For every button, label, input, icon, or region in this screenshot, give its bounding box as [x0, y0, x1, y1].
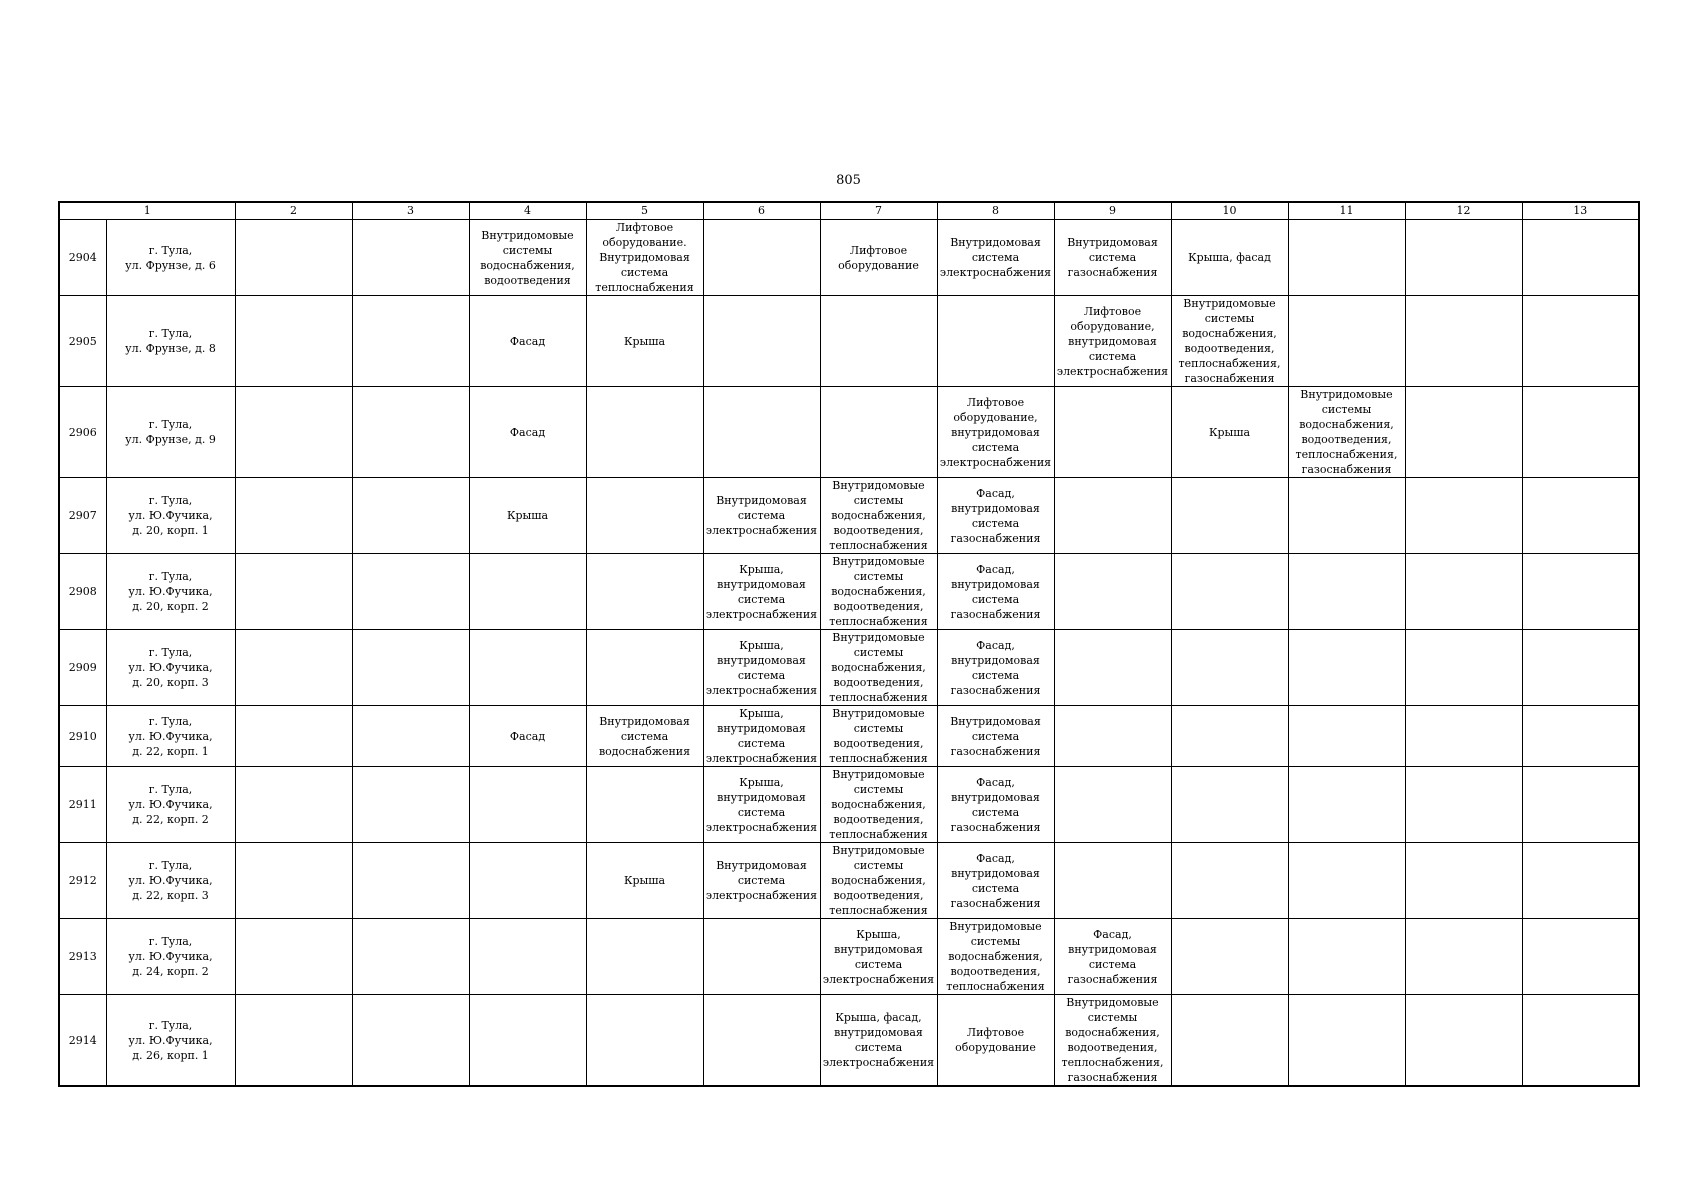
work-cell-6: Крыша, внутридомовая система электроснабжения — [703, 554, 820, 630]
work-cell-9 — [1054, 767, 1171, 843]
address-cell: г. Тула, ул. Ю.Фучика, д. 22, корп. 1 — [106, 706, 235, 767]
work-cell-11 — [1288, 843, 1405, 919]
column-header-12: 12 — [1405, 202, 1522, 220]
work-cell-5 — [586, 630, 703, 706]
address-cell: г. Тула, ул. Ю.Фучика, д. 22, корп. 3 — [106, 843, 235, 919]
table-row — [59, 478, 1639, 554]
work-cell-4: Фасад — [469, 296, 586, 387]
work-cell-12 — [1405, 387, 1522, 478]
work-cell-2 — [235, 478, 352, 554]
work-cell-11 — [1288, 630, 1405, 706]
work-cell-8: Внутридомовая система газоснабжения — [937, 706, 1054, 767]
work-cell-12 — [1405, 843, 1522, 919]
work-cell-2 — [235, 843, 352, 919]
work-cell-7: Внутридомовые системы водоснабжения, водоотведения, теплоснабжения — [820, 554, 937, 630]
work-cell-6: Внутридомовая система электроснабжения — [703, 478, 820, 554]
row-number-cell: 2912 — [59, 843, 106, 919]
work-cell-12 — [1405, 478, 1522, 554]
work-cell-9 — [1054, 387, 1171, 478]
work-cell-8: Лифтовое оборудование, внутридомовая система электроснабжения — [937, 387, 1054, 478]
address-cell: г. Тула, ул. Ю.Фучика, д. 20, корп. 2 — [106, 554, 235, 630]
work-cell-5 — [586, 478, 703, 554]
column-header-2: 2 — [235, 202, 352, 220]
work-cell-13 — [1522, 220, 1639, 296]
row-number-cell: 2904 — [59, 220, 106, 296]
address-cell: г. Тула, ул. Фрунзе, д. 9 — [106, 387, 235, 478]
work-cell-4 — [469, 995, 586, 1087]
table-row — [59, 220, 1639, 296]
work-cell-5 — [586, 554, 703, 630]
work-cell-7: Внутридомовые системы водоснабжения, водоотведения, теплоснабжения — [820, 478, 937, 554]
work-cell-2 — [235, 387, 352, 478]
repair-schedule-table — [58, 201, 1640, 1087]
work-cell-9: Фасад, внутридомовая система газоснабжения — [1054, 919, 1171, 995]
work-cell-3 — [352, 554, 469, 630]
work-cell-10 — [1171, 767, 1288, 843]
work-cell-11 — [1288, 706, 1405, 767]
work-cell-8: Фасад, внутридомовая система газоснабжения — [937, 478, 1054, 554]
work-cell-3 — [352, 478, 469, 554]
work-cell-8 — [937, 296, 1054, 387]
work-cell-5: Лифтовое оборудование. Внутридомовая система теплоснабжения — [586, 220, 703, 296]
work-cell-8: Лифтовое оборудование — [937, 995, 1054, 1087]
work-cell-8: Внутридомовая система электроснабжения — [937, 220, 1054, 296]
work-cell-4: Крыша — [469, 478, 586, 554]
work-cell-3 — [352, 767, 469, 843]
work-cell-5: Внутридомовая система водоснабжения — [586, 706, 703, 767]
work-cell-11 — [1288, 296, 1405, 387]
work-cell-4 — [469, 630, 586, 706]
work-cell-2 — [235, 767, 352, 843]
work-cell-13 — [1522, 767, 1639, 843]
table-row — [59, 767, 1639, 843]
work-cell-5 — [586, 919, 703, 995]
work-cell-2 — [235, 296, 352, 387]
work-cell-10 — [1171, 630, 1288, 706]
table-row — [59, 843, 1639, 919]
work-cell-4 — [469, 554, 586, 630]
work-cell-8: Фасад, внутридомовая система газоснабжения — [937, 554, 1054, 630]
work-cell-9 — [1054, 554, 1171, 630]
address-cell: г. Тула, ул. Ю.Фучика, д. 22, корп. 2 — [106, 767, 235, 843]
work-cell-10: Внутридомовые системы водоснабжения, водоотведения, теплоснабжения, газоснабжения — [1171, 296, 1288, 387]
work-cell-11 — [1288, 919, 1405, 995]
row-number-cell: 2913 — [59, 919, 106, 995]
row-number-cell: 2910 — [59, 706, 106, 767]
work-cell-2 — [235, 554, 352, 630]
work-cell-10 — [1171, 706, 1288, 767]
work-cell-7: Внутридомовые системы водоснабжения, водоотведения, теплоснабжения — [820, 843, 937, 919]
address-cell: г. Тула, ул. Ю.Фучика, д. 26, корп. 1 — [106, 995, 235, 1087]
address-cell: г. Тула, ул. Фрунзе, д. 6 — [106, 220, 235, 296]
work-cell-7 — [820, 387, 937, 478]
work-cell-13 — [1522, 706, 1639, 767]
work-cell-5 — [586, 387, 703, 478]
work-cell-4 — [469, 919, 586, 995]
work-cell-7: Внутридомовые системы водоотведения, теплоснабжения — [820, 706, 937, 767]
column-header-13: 13 — [1522, 202, 1639, 220]
work-cell-11 — [1288, 995, 1405, 1087]
work-cell-3 — [352, 919, 469, 995]
work-cell-6 — [703, 995, 820, 1087]
work-cell-2 — [235, 706, 352, 767]
work-cell-3 — [352, 296, 469, 387]
work-cell-13 — [1522, 296, 1639, 387]
work-cell-11: Внутридомовые системы водоснабжения, водоотведения, теплоснабжения, газоснабжения — [1288, 387, 1405, 478]
work-cell-6 — [703, 387, 820, 478]
work-cell-4 — [469, 767, 586, 843]
work-cell-6 — [703, 919, 820, 995]
work-cell-10: Крыша — [1171, 387, 1288, 478]
work-cell-9 — [1054, 706, 1171, 767]
column-header-7: 7 — [820, 202, 937, 220]
table-row — [59, 919, 1639, 995]
work-cell-5: Крыша — [586, 843, 703, 919]
work-cell-4: Фасад — [469, 706, 586, 767]
work-cell-12 — [1405, 554, 1522, 630]
work-cell-11 — [1288, 220, 1405, 296]
work-cell-9 — [1054, 630, 1171, 706]
work-cell-10 — [1171, 843, 1288, 919]
work-cell-10 — [1171, 478, 1288, 554]
column-header-5: 5 — [586, 202, 703, 220]
table-row — [59, 554, 1639, 630]
work-cell-6: Крыша, внутридомовая система электроснабжения — [703, 706, 820, 767]
row-number-cell: 2907 — [59, 478, 106, 554]
work-cell-11 — [1288, 554, 1405, 630]
work-cell-8: Фасад, внутридомовая система газоснабжения — [937, 630, 1054, 706]
column-header-11: 11 — [1288, 202, 1405, 220]
row-number-cell: 2911 — [59, 767, 106, 843]
header-row — [59, 202, 1639, 220]
work-cell-10 — [1171, 554, 1288, 630]
work-cell-13 — [1522, 387, 1639, 478]
work-cell-6: Крыша, внутридомовая система электроснабжения — [703, 630, 820, 706]
work-cell-9: Лифтовое оборудование, внутридомовая система электроснабжения — [1054, 296, 1171, 387]
work-cell-4: Внутридомовые системы водоснабжения, водоотведения — [469, 220, 586, 296]
work-cell-11 — [1288, 478, 1405, 554]
work-cell-7: Крыша, фасад, внутридомовая система электроснабжения — [820, 995, 937, 1087]
work-cell-12 — [1405, 767, 1522, 843]
work-cell-9: Внутридомовая система газоснабжения — [1054, 220, 1171, 296]
work-cell-7: Внутридомовые системы водоснабжения, водоотведения, теплоснабжения — [820, 767, 937, 843]
work-cell-12 — [1405, 706, 1522, 767]
address-cell: г. Тула, ул. Ю.Фучика, д. 20, корп. 3 — [106, 630, 235, 706]
work-cell-4: Фасад — [469, 387, 586, 478]
column-header-6: 6 — [703, 202, 820, 220]
table-row — [59, 706, 1639, 767]
column-header-8: 8 — [937, 202, 1054, 220]
work-cell-3 — [352, 843, 469, 919]
work-cell-10 — [1171, 995, 1288, 1087]
table-row — [59, 296, 1639, 387]
work-cell-3 — [352, 706, 469, 767]
work-cell-13 — [1522, 919, 1639, 995]
work-cell-8: Внутридомовые системы водоснабжения, водоотведения, теплоснабжения — [937, 919, 1054, 995]
work-cell-6: Внутридомовая система электроснабжения — [703, 843, 820, 919]
column-header-10: 10 — [1171, 202, 1288, 220]
work-cell-3 — [352, 995, 469, 1087]
work-cell-5: Крыша — [586, 296, 703, 387]
work-cell-3 — [352, 630, 469, 706]
work-cell-12 — [1405, 296, 1522, 387]
work-cell-6 — [703, 220, 820, 296]
work-cell-7: Крыша, внутридомовая система электроснабжения — [820, 919, 937, 995]
row-number-cell: 2914 — [59, 995, 106, 1087]
work-cell-2 — [235, 919, 352, 995]
work-cell-8: Фасад, внутридомовая система газоснабжения — [937, 843, 1054, 919]
column-header-1: 1 — [59, 202, 235, 220]
column-header-3: 3 — [352, 202, 469, 220]
page-number: 805 — [836, 173, 861, 188]
table-row — [59, 995, 1639, 1087]
work-cell-13 — [1522, 843, 1639, 919]
work-cell-13 — [1522, 995, 1639, 1087]
work-cell-2 — [235, 995, 352, 1087]
work-cell-6 — [703, 296, 820, 387]
work-cell-5 — [586, 995, 703, 1087]
work-cell-5 — [586, 767, 703, 843]
work-cell-10: Крыша, фасад — [1171, 220, 1288, 296]
row-number-cell: 2905 — [59, 296, 106, 387]
work-cell-13 — [1522, 554, 1639, 630]
work-cell-13 — [1522, 478, 1639, 554]
work-cell-2 — [235, 220, 352, 296]
work-cell-6: Крыша, внутридомовая система электроснабжения — [703, 767, 820, 843]
row-number-cell: 2906 — [59, 387, 106, 478]
work-cell-4 — [469, 843, 586, 919]
work-cell-13 — [1522, 630, 1639, 706]
work-cell-8: Фасад, внутридомовая система газоснабжения — [937, 767, 1054, 843]
work-cell-12 — [1405, 630, 1522, 706]
table-row — [59, 387, 1639, 478]
work-cell-7: Внутридомовые системы водоснабжения, водоотведения, теплоснабжения — [820, 630, 937, 706]
address-cell: г. Тула, ул. Ю.Фучика, д. 20, корп. 1 — [106, 478, 235, 554]
table-row — [59, 630, 1639, 706]
work-cell-9: Внутридомовые системы водоснабжения, водоотведения, теплоснабжения, газоснабжения — [1054, 995, 1171, 1087]
address-cell: г. Тула, ул. Фрунзе, д. 8 — [106, 296, 235, 387]
work-cell-7 — [820, 296, 937, 387]
work-cell-12 — [1405, 919, 1522, 995]
column-header-4: 4 — [469, 202, 586, 220]
work-cell-3 — [352, 220, 469, 296]
column-header-9: 9 — [1054, 202, 1171, 220]
work-cell-9 — [1054, 478, 1171, 554]
work-cell-2 — [235, 630, 352, 706]
address-cell: г. Тула, ул. Ю.Фучика, д. 24, корп. 2 — [106, 919, 235, 995]
work-cell-12 — [1405, 220, 1522, 296]
work-cell-11 — [1288, 767, 1405, 843]
row-number-cell: 2908 — [59, 554, 106, 630]
work-cell-3 — [352, 387, 469, 478]
work-cell-10 — [1171, 919, 1288, 995]
work-cell-7: Лифтовое оборудование — [820, 220, 937, 296]
work-cell-9 — [1054, 843, 1171, 919]
work-cell-12 — [1405, 995, 1522, 1087]
row-number-cell: 2909 — [59, 630, 106, 706]
